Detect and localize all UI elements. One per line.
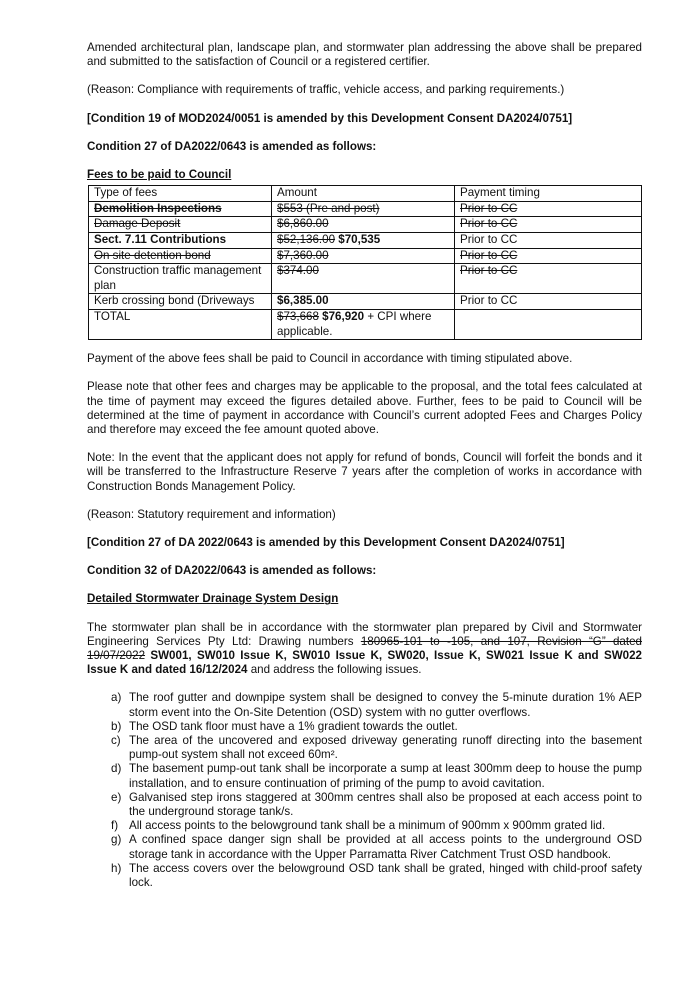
list-item [87, 691, 642, 719]
fee-timing: Prior to CC [455, 294, 642, 310]
fee-amount-new: $6,385.00 [272, 294, 455, 310]
fee-type: Demolition Inspections [94, 201, 222, 215]
total-new: $76,920 [322, 309, 365, 323]
header-amount: Amount [272, 186, 455, 202]
table-header-row [89, 186, 642, 202]
table-row [89, 201, 642, 217]
fee-type: Damage Deposit [94, 217, 181, 231]
list-item-label: c) [111, 734, 121, 748]
table-row [89, 233, 642, 249]
list-item-label: d) [111, 762, 122, 776]
list-item [87, 791, 642, 819]
list-item-label: e) [111, 790, 122, 804]
fee-timing-struck: Prior to CC [460, 201, 518, 215]
header-timing: Payment timing [455, 186, 642, 202]
list-item-text: The access covers over the belowground OSD tank shall be grated, hinged with child-proof safety lock. [129, 861, 642, 890]
fee-timing-struck: Prior to CC [460, 264, 518, 278]
fee-amount-struck: $553 (Pre and post) [277, 201, 380, 215]
list-item-label: h) [111, 861, 122, 875]
fees-note-paragraph: Please note that other fees and charges may be applicable to the proposal, and the total fees calculated at the time of payment may exceed the figures detailed above. Further, fees to be paid to Council will be determined at the time of payment in accordance with Council’s current adopted Fees and Charges Policy and therefore may exceed the fee amount quoted above. [87, 380, 642, 436]
list-item-text: The basement pump-out tank shall be incorporate a sump at least 300mm deep to house the pump installation, and to ensure continuation of priming of the pump to avoid cavitation. [129, 762, 642, 790]
list-item-text: Galvanised step irons staggered at 300mm centres shall also be proposed at each access point to the underground storage tank/s. [129, 790, 642, 819]
bonds-note-paragraph: Note: In the event that the applicant does not apply for refund of bonds, Council will forfeit the bonds and it will be transferred to the Infrastructure Reserve 7 years after the completion of works in accordance with Construction Bonds Management Policy. [87, 451, 642, 493]
stormwater-para-start: The stormwater plan shall be in accordance with the stormwater plan prepared by Civil and Stormwater Engineering Services Pty Ltd: Drawing numbers [87, 620, 642, 648]
total-suffix: + CPI where applicable. [277, 309, 432, 338]
list-item-label: g) [111, 833, 122, 847]
stormwater-paragraph [87, 621, 642, 678]
total-struck: $73,668 [277, 309, 319, 323]
table-row [89, 217, 642, 233]
intro-reason: (Reason: Compliance with requirements of traffic, vehicle access, and parking requirements.) [87, 83, 565, 97]
condition-19-amended-note: [Condition 19 of MOD2024/0051 is amended by this Development Consent DA2024/0751] [87, 111, 573, 125]
fee-type: Sect. 7.11 Contributions [89, 233, 272, 249]
list-item-label: a) [111, 691, 122, 705]
table-row [89, 248, 642, 264]
list-item-text: All access points to the belowground tank shall be a minimum of 900mm x 900mm grated lid. [129, 819, 606, 833]
stormwater-issues-list [87, 691, 642, 890]
table-row [89, 264, 642, 294]
fee-amount-struck: $374.00 [277, 264, 319, 278]
fee-timing-struck: Prior to CC [460, 248, 518, 262]
fees-table [88, 185, 642, 340]
list-item [87, 720, 642, 734]
list-item-text: The area of the uncovered and exposed driveway generating runoff directing into the basement pump-out system shall not exceed 60m². [129, 734, 642, 762]
list-item-text: A confined space danger sign shall be provided at all access points to the underground OSD storage tank in accordance with the Upper Parramatta River Catchment Trust OSD handbook. [129, 833, 642, 861]
list-item-label: b) [111, 719, 122, 733]
fee-amount-struck: $6,860.00 [277, 217, 329, 231]
list-item [87, 833, 642, 861]
total-timing-empty [455, 309, 642, 339]
list-item-text: The roof gutter and downpipe system shall be designed to convey the 5-minute duration 1% AEP storm event into the On-Site Detention (OSD) system with no gutter overflows. [129, 691, 642, 719]
list-item-text: The OSD tank floor must have a 1% gradient towards the outlet. [129, 719, 458, 733]
intro-paragraph: Amended architectural plan, landscape plan, and stormwater plan addressing the above shall be prepared and submitted to the satisfaction of Council or a registered certifier. [87, 41, 642, 69]
fee-amount-new: $70,535 [338, 233, 381, 246]
list-item [87, 819, 642, 833]
fees-subheading: Fees to be paid to Council [87, 168, 232, 182]
condition-27-amended-note: [Condition 27 of DA 2022/0643 is amended by this Development Consent DA2024/0751] [87, 535, 565, 549]
list-item-label: f) [111, 819, 119, 833]
stormwater-para-struck: 180965-101 to -105, and 107, Revision “G” dated 19/07/2022 [87, 634, 642, 662]
fee-type: Construction traffic management plan [89, 264, 272, 294]
payment-paragraph: Payment of the above fees shall be paid to Council in accordance with timing stipulated above. [87, 352, 573, 366]
stormwater-subheading: Detailed Stormwater Drainage System Design [87, 592, 339, 606]
fee-type: On site detention bond [94, 248, 211, 262]
condition-27-reason: (Reason: Statutory requirement and information) [87, 507, 336, 521]
stormwater-para-bold: SW001, SW010 Issue K, SW010 Issue K, SW020, Issue K, SW021 Issue K and SW022 Issue K and dated 16/12/2024 [87, 649, 642, 677]
list-item [87, 862, 642, 890]
condition-27-heading: Condition 27 of DA2022/0643 is amended as follows: [87, 139, 377, 153]
header-type: Type of fees [89, 186, 272, 202]
fee-timing: Prior to CC [455, 233, 642, 249]
fee-amount-struck: $7,360.00 [277, 248, 329, 262]
condition-32-heading: Condition 32 of DA2022/0643 is amended as follows: [87, 564, 377, 578]
list-item [87, 734, 642, 762]
fee-amount-struck: $52,136.00 [277, 233, 336, 246]
document-content [87, 41, 642, 890]
fee-type: Kerb crossing bond (Driveways [89, 294, 272, 310]
stormwater-para-end: and address the following issues. [247, 663, 422, 677]
fee-timing-struck: Prior to CC [460, 217, 518, 231]
list-item [87, 762, 642, 790]
fee-type: TOTAL [89, 309, 272, 339]
table-row [89, 294, 642, 310]
table-row-total [89, 309, 642, 339]
